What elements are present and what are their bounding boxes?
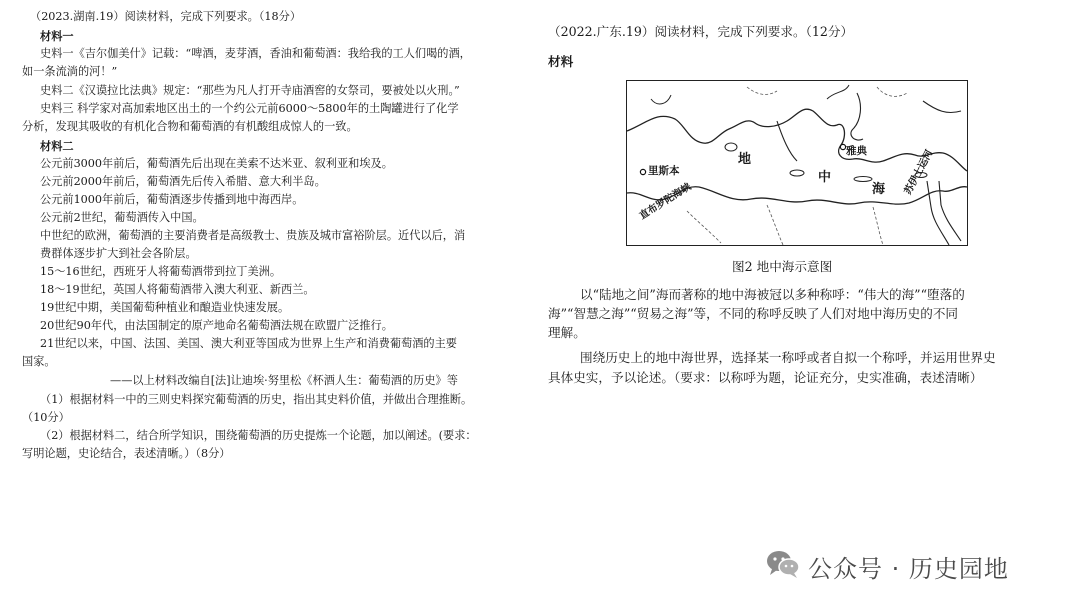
subquestion-1-line-2: （10分） [22,411,70,424]
passage-line-1: 以“陆地之间”海而著称的地中海被冠以多种称呼：“伟大的海”“堕落的 [580,287,965,302]
map-label-athens: 雅典 [846,145,867,157]
passage-line-2: 海”“智慧之海”“贸易之海”等，不同的称呼反映了人们对地中海历史的不同 [548,306,959,321]
timeline-20c: 20世纪90年代，由法国制定的原产地命名葡萄酒法规在欧盟广泛推行。 [40,319,393,332]
source-3-line-1: 史料三 科学家对高加索地区出土的一个约公元前6000～5800年的土陶罐进行了化学 [40,102,459,115]
map-label-suez-canal: 苏伊士运河 [902,148,936,197]
timeline-medieval-line-1: 中世纪的欧洲，葡萄酒的主要消费者是高级教士、贵族及城市富裕阶层。近代以后，消 [40,229,466,242]
source-2: 史料二《汉谟拉比法典》规定：“那些为凡人打开寺庙酒窖的女祭司，要被处以火刑。” [40,84,460,97]
question-header-2022: （2022.广东.19）阅读材料，完成下列要求。（12分） [548,24,854,39]
material-heading: 材料 [548,54,574,69]
subquestion-1-line-1: （1）根据材料一中的三则史料探究葡萄酒的历史，指出其史料价值，并做出合理推断。 [40,393,473,406]
wechat-icon [766,549,800,583]
map-label-lisbon: 里斯本 [648,165,680,177]
timeline-2000bc: 公元前2000年前后，葡萄酒先后传入希腊、意大利半岛。 [40,175,326,188]
subquestion-2-line-1: （2）根据材料二，结合所学知识，围绕葡萄酒的历史提炼一个论题，加以阐述。(要求： [40,429,477,442]
passage-line-3: 理解。 [548,325,586,340]
timeline-2nd-century-bc: 公元前2世纪，葡萄酒传入中国。 [40,211,204,224]
material-2-heading: 材料二 [40,139,74,153]
source-citation: ——以上材料改编自[法]让迪埃·努里松《杯酒人生：葡萄酒的历史》等 [110,374,458,387]
watermark [766,548,1009,584]
timeline-19c: 19世纪中期，美国葡萄种植业和酿造业快速发展。 [40,301,290,314]
source-1-line-2: 如一条流淌的河！” [22,65,118,78]
question-header-2023: （2023.湖南.19）阅读材料，完成下列要求。（18分） [30,10,302,23]
map-label-hai: 海 [872,182,886,197]
timeline-21c-line-2: 国家。 [22,355,56,368]
timeline-1000bc: 公元前1000年前后，葡萄酒逐步传播到地中海西岸。 [40,193,304,206]
watermark-text: 公众号 · 历史园地 [808,554,1009,583]
timeline-18-19c: 18～19世纪，英国人将葡萄酒带入澳大利亚、新西兰。 [40,283,315,296]
map-label-di: 地 [738,152,752,167]
timeline-15-16c: 15～16世纪，西班牙人将葡萄酒带到拉丁美洲。 [40,265,282,278]
task-line-2: 具体史实，予以论述。（要求：以称呼为题，论证充分，史实准确，表述清晰） [548,370,983,385]
timeline-21c-line-1: 21世纪以来，中国、法国、美国、澳大利亚等国成为世界上生产和消费葡萄酒的主要 [40,337,457,350]
map-label-zhong: 中 [818,170,832,185]
timeline-medieval-line-2: 费群体逐步扩大到社会各阶层。 [40,247,197,260]
material-1-heading: 材料一 [40,29,74,43]
source-3-line-2: 分析，发现其吸收的有机化合物和葡萄酒的有机酸组成惊人的一致。 [22,120,358,133]
task-line-1: 围绕历史上的地中海世界，选择某一称呼或者自拟一个称呼，并运用世界史 [580,350,996,365]
source-1-line-1: 史料一《吉尔伽美什》记载：“啤酒，麦芽酒，香油和葡萄酒：我给我的工人们喝的酒， [40,47,471,60]
map-label-gibraltar: 直布罗陀海峡 [637,181,694,222]
timeline-3000bc: 公元前3000年前后，葡萄酒先后出现在美索不达米亚、叙利亚和埃及。 [40,157,393,170]
subquestion-2-line-2: 写明论题，史论结合，表述清晰。）（8分） [22,447,231,460]
map-caption: 图2 地中海示意图 [732,259,833,274]
